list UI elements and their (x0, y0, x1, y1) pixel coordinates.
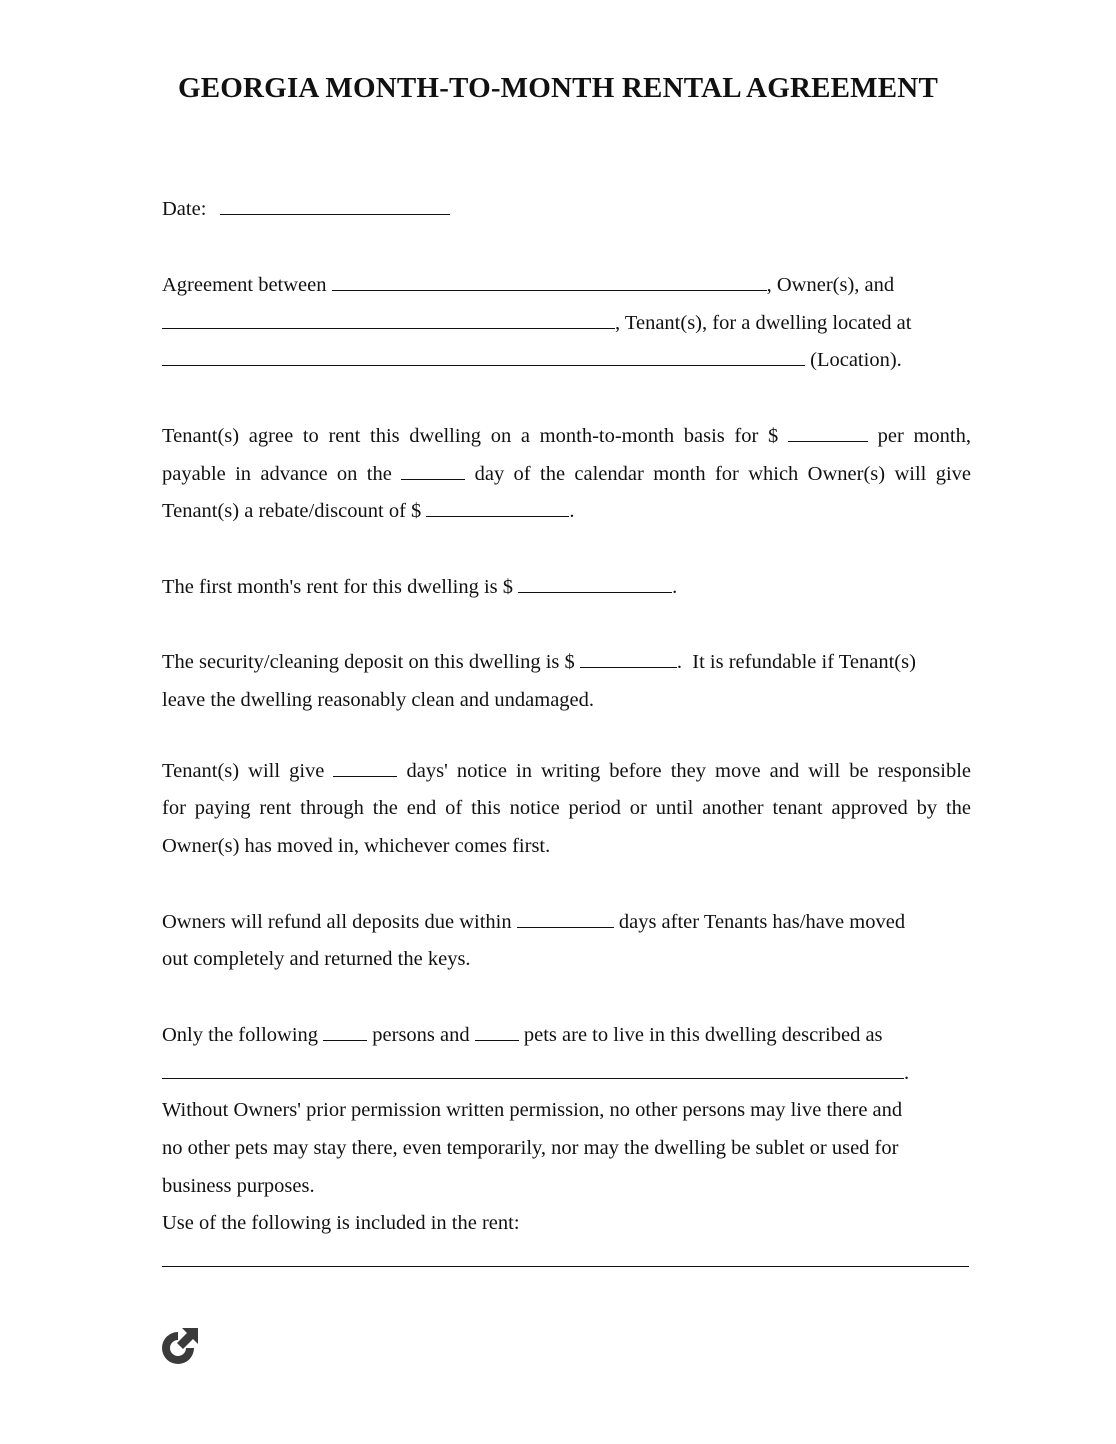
notice-line-2: for paying rent through the end of this notice period or until another tenant approved by the (162, 797, 971, 819)
notice-days-field[interactable] (333, 760, 397, 777)
deposit-text: The security/cleaning deposit on this dwelling is $ (162, 651, 575, 673)
rent-text-b: per month, (877, 425, 971, 447)
owner-suffix-text: , Owner(s), and (766, 274, 895, 296)
date-row (162, 197, 450, 221)
notice-line-3: Owner(s) has moved in, whichever comes first. (162, 835, 551, 857)
location-suffix-text: (Location). (805, 349, 902, 371)
occupants-text-a: Only the following (162, 1024, 319, 1046)
rent-text-a: Tenant(s) agree to rent this dwelling on a month-to-month basis for $ (162, 425, 779, 447)
notice-text-b: days' notice in writing before they move and will be responsible (406, 760, 972, 782)
restrictions-line-1: Without Owners' prior permission written permission, no other persons may live there and (162, 1099, 903, 1121)
persons-count-field[interactable] (323, 1024, 367, 1041)
deposit-line-1 (162, 650, 916, 674)
calendar-month-text: day of the calendar month for which Owner(s) will give (474, 463, 972, 485)
first-month-rent-field[interactable] (518, 576, 672, 593)
included-items-field[interactable] (162, 1250, 969, 1267)
period: . (569, 500, 575, 522)
occupants-line-2 (162, 1061, 909, 1085)
date-label: Date: (162, 198, 207, 220)
refund-text-b: days after Tenants has/have moved (618, 911, 906, 933)
refund-line-2: out completely and returned the keys. (162, 948, 471, 970)
deposit-line-2: leave the dwelling reasonably clean and undamaged. (162, 689, 595, 711)
refundable-text: . It is refundable if Tenant(s) (676, 651, 916, 673)
tenant-name-field[interactable] (162, 312, 615, 329)
date-field[interactable] (220, 198, 450, 215)
period: . (904, 1062, 910, 1084)
pets-count-field[interactable] (475, 1024, 519, 1041)
restrictions-line-3: business purposes. (162, 1175, 315, 1197)
period: . (672, 576, 678, 598)
export-arrow-icon (158, 1324, 202, 1370)
location-field[interactable] (162, 349, 805, 366)
rebate-text: Tenant(s) a rebate/discount of $ (162, 500, 422, 522)
occupants-text-b: persons and (372, 1024, 470, 1046)
rent-line-1 (162, 424, 971, 448)
occupants-text-c: pets are to live in this dwelling described as (523, 1024, 883, 1046)
refund-line-1 (162, 910, 905, 934)
parties-line-3 (162, 348, 902, 372)
owner-name-field[interactable] (332, 274, 767, 291)
rent-line-3 (162, 499, 575, 523)
due-day-field[interactable] (401, 463, 465, 480)
rebate-field[interactable] (426, 500, 569, 517)
deposit-field[interactable] (580, 651, 677, 668)
included-row (162, 1249, 969, 1273)
tenant-suffix-text: , Tenant(s), for a dwelling located at (615, 312, 912, 334)
dwelling-description-field[interactable] (162, 1062, 904, 1079)
restrictions-line-2: no other pets may stay there, even temporarily, nor may the dwelling be sublet or used for (162, 1137, 899, 1159)
first-month-line (162, 575, 677, 599)
included-label: Use of the following is included in the rent: (162, 1212, 520, 1234)
document-title: GEORGIA MONTH-TO-MONTH RENTAL AGREEMENT (177, 72, 938, 104)
first-month-text: The first month's rent for this dwelling is $ (162, 576, 514, 598)
agreement-between-text: Agreement between (162, 274, 327, 296)
notice-line-1 (162, 759, 971, 783)
refund-text-a: Owners will refund all deposits due within (162, 911, 512, 933)
parties-line-2 (162, 311, 911, 335)
notice-text-a: Tenant(s) will give (162, 760, 325, 782)
occupants-line-1 (162, 1023, 883, 1047)
payable-text: payable in advance on the (162, 463, 392, 485)
parties-line-1 (162, 273, 894, 297)
refund-days-field[interactable] (517, 911, 614, 928)
monthly-rent-field[interactable] (788, 425, 868, 442)
rent-line-2 (162, 462, 971, 486)
